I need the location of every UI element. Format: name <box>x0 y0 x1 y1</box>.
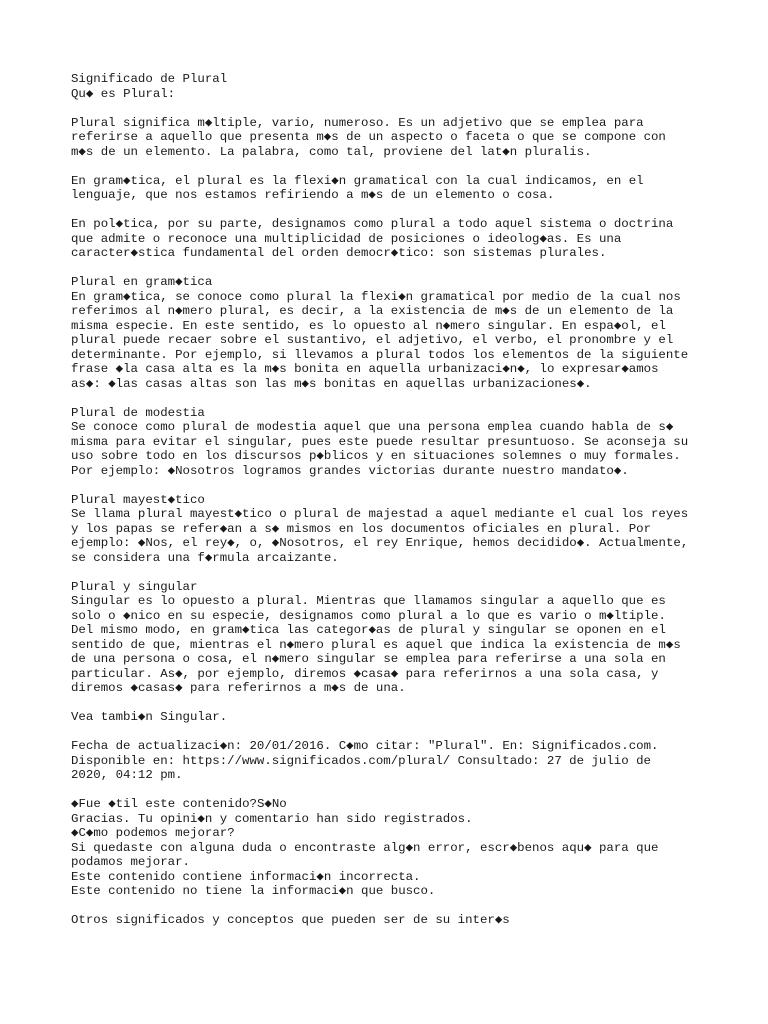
text-line: Significado de Plural <box>71 72 228 86</box>
text-line: referimos al n◆mero plural, es decir, a la existencia de m◆s de un elemento de la <box>71 304 674 318</box>
text-line: Este contenido no tiene la informaci◆n que busco. <box>71 884 436 898</box>
text-line: caracter◆stica fundamental del orden democr◆tico: son sistemas plurales. <box>71 246 607 260</box>
text-line: Singular es lo opuesto a plural. Mientras que llamamos singular a aquello que es <box>71 594 666 608</box>
text-line: misma para evitar el singular, pues este puede resultar presuntuoso. Se aconseja su <box>71 434 689 449</box>
text-line: plural puede recaer sobre el sustantivo, el adjetivo, el verbo, el pronombre y el <box>71 333 674 347</box>
text-line: Plural en gram◆tica <box>71 275 213 289</box>
text-block-title <box>71 72 711 101</box>
text-line: m◆s de un elemento. La palabra, como tal, proviene del lat◆n pluralis. <box>71 144 592 159</box>
text-line: ◆C◆mo podemos mejorar? <box>71 826 235 840</box>
text-line: solo o ◆nico en su especie, designamos como plural a lo que es vario o m◆ltiple. <box>71 608 666 623</box>
text-block-plural-singular <box>71 580 711 696</box>
text-line: lenguaje, que nos estamos refiriendo a m◆s de un elemento o cosa. <box>71 188 555 202</box>
text-line: uso sobre todo en los discursos p◆blicos y en situaciones solemnes o muy formales. <box>71 449 681 463</box>
text-line: Plural y singular <box>71 579 198 594</box>
text-line: misma especie. En este sentido, es lo opuesto al n◆mero singular. En espa◆ol, el <box>71 318 666 333</box>
text-line: Se conoce como plural de modestia aquel que una persona emplea cuando habla de s◆ <box>71 420 674 434</box>
text-line: Qu◆ es Plural: <box>71 86 176 101</box>
text-line: Plural de modestia <box>71 405 205 420</box>
text-line: podamos mejorar. <box>71 855 190 869</box>
text-block-feedback <box>71 797 711 899</box>
text-line: En gram◆tica, el plural es la flexi◆n gramatical con la cual indicamos, en el <box>71 173 644 188</box>
text-block-grammar-intro <box>71 174 711 203</box>
text-line: de una persona o cosa, el n◆mero singular se emplea para referirse a una sola en <box>71 652 666 666</box>
text-line: ◆Fue ◆til este contenido?S◆No <box>71 797 287 811</box>
text-block-plural-grammar <box>71 275 711 391</box>
text-line: Del mismo modo, en gram◆tica las categor◆as de plural y singular se oponen en el <box>71 623 666 637</box>
text-line: En gram◆tica, se conoce como plural la flexi◆n gramatical por medio de la cual nos <box>71 289 681 304</box>
text-line: En pol◆tica, por su parte, designamos como plural a todo aquel sistema o doctrina <box>71 217 674 231</box>
text-block-related <box>71 913 711 928</box>
document-page <box>71 72 711 942</box>
text-line: Por ejemplo: ◆Nosotros logramos grandes victorias durante nuestro mandato◆. <box>71 463 629 478</box>
text-line: Plural mayest◆tico <box>71 492 205 507</box>
text-block-see-also <box>71 710 711 725</box>
text-line: Disponible en: https://www.significados.com/plural/ Consultado: 27 de julio de <box>71 753 651 768</box>
text-line: Este contenido contiene informaci◆n incorrecta. <box>71 869 421 884</box>
text-line: Otros significados y conceptos que pueden ser de su inter◆s <box>71 913 510 927</box>
text-block-citation <box>71 739 711 783</box>
text-line: ejemplo: ◆Nos, el rey◆, o, ◆Nosotros, el rey Enrique, hemos decidido◆. Actualmente, <box>71 536 689 550</box>
text-line: sentido de que, mientras el n◆mero plural es aquel que indica la existencia de m◆s <box>71 637 681 652</box>
text-line: diremos ◆casas◆ para referirnos a m◆s de una. <box>71 681 406 695</box>
text-line: Fecha de actualizaci◆n: 20/01/2016. C◆mo citar: "Plural". En: Significados.com. <box>71 739 659 753</box>
text-line: as◆: ◆las casas altas son las m◆s bonitas en aquellas urbanizaciones◆. <box>71 376 592 391</box>
text-line: frase ◆la casa alta es la m◆s bonita en aquella urbanizaci◆n◆, lo expresar◆amos <box>71 362 659 376</box>
text-line: determinante. Por ejemplo, si llevamos a plural todos los elementos de la siguiente <box>71 347 689 362</box>
text-line: Plural significa m◆ltiple, vario, numeroso. Es un adjetivo que se emplea para <box>71 115 644 130</box>
text-line: Gracias. Tu opini◆n y comentario han sido registrados. <box>71 811 473 826</box>
text-line: que admite o reconoce una multiplicidad de posiciones o ideolog◆as. Es una <box>71 231 622 246</box>
text-line: referirse a aquello que presenta m◆s de un aspecto o faceta o que se compone con <box>71 130 666 144</box>
text-block-intro <box>71 116 711 160</box>
text-line: Vea tambi◆n Singular. <box>71 710 228 724</box>
text-line: se considera una f◆rmula arcaizante. <box>71 550 339 565</box>
text-line: Se llama plural mayest◆tico o plural de majestad a aquel mediante el cual los reyes <box>71 507 689 521</box>
text-block-politics <box>71 217 711 261</box>
text-line: 2020, 04:12 pm. <box>71 768 183 782</box>
text-line: particular. As◆, por ejemplo, diremos ◆casa◆ para referirnos a una sola casa, y <box>71 666 659 681</box>
text-block-plural-majestic <box>71 493 711 566</box>
text-block-plural-modesty <box>71 406 711 479</box>
text-line: Si quedaste con alguna duda o encontraste alg◆n error, escr◆benos aqu◆ para que <box>71 840 659 855</box>
text-line: y los papas se refer◆an a s◆ mismos en los documentos oficiales en plural. Por <box>71 521 652 536</box>
